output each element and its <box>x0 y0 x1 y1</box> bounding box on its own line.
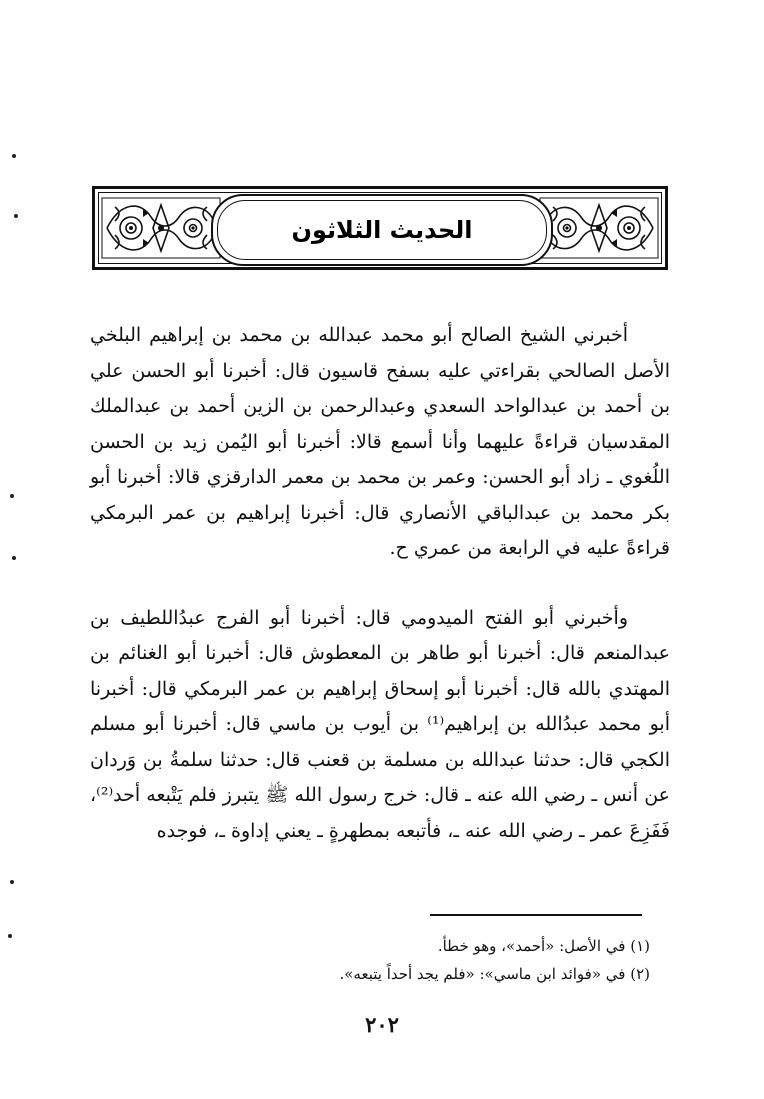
page-number: ٢٠٢ <box>365 1012 399 1037</box>
footnotes <box>120 932 650 988</box>
right-arabesque-ornament <box>539 197 659 259</box>
isnad-paragraph-2: وأخبرني أبو الفتح الميدومي قال: أخبرنا أبو الفرج عبدُاللطيف بن عبدالمنعم قال: أخبرنا أبو طاهر بن المعطوش قال: أخبرنا أبو الغنائم بن المهتدي بالله قال: أخبرنا أبو إسحاق إبراهيم بن عمر البرمكي قال: أخبرنا أبو محمد عبدُالله بن إبراهيم⁽¹⁾ بن أيوب بن ماسي قال: أخبرنا أبو مسلم الكجي قال: حدثنا عبدالله بن مسلمة بن قعنب قال: حدثنا سلمةُ بن وَردان عن أنس ـ رضي الله عنه ـ قال: خرج رسول الله ﷺ يتبرز فلم يَتْبعه أحد⁽²⁾، فَفَزِعَ عمر ـ رضي الله عنه ـ، فأتبعه بمطهرةٍ ـ يعني إداوة ـ، فوجده <box>90 606 670 842</box>
scan-speck <box>8 934 12 938</box>
scan-speck <box>12 556 16 560</box>
chapter-title: الحديث الثلاثون <box>291 216 473 244</box>
scan-speck <box>10 880 14 884</box>
scan-speck <box>10 494 14 498</box>
footnote-2: (٢) في «فوائد ابن ماسي»: «فلم يجد أحداً يتبعه». <box>339 965 650 983</box>
chapter-heading-frame <box>92 186 668 270</box>
isnad-paragraph-1: أخبرني الشيخ الصالح أبو محمد عبدالله بن محمد بن إبراهيم البلخي الأصل الصالحي بقراءتي عليه بسفح قاسيون قال: أخبرنا أبو الحسن علي بن أحمد بن عبدالواحد السعدي وعبدالرحمن بن الزين أحمد بن عبدالملك المقدسيان قراءةً عليهما وأنا أسمع قالا: أخبرنا أبو اليُمن زيد بن الحسن اللُغوي ـ زاد أبو الحسن: وعمر بن محمد بن معمر الدارقزي قالا: أخبرنا أبو بكر محمد بن عبدالباقي الأنصاري قال: أخبرنا إبراهيم بن عمر البرمكي قراءةً عليه في الرابعة من عمري ح. <box>90 324 670 559</box>
scan-speck <box>14 214 18 218</box>
hadith-body <box>90 318 670 849</box>
title-cartouche <box>211 194 553 266</box>
footnote-separator <box>430 914 642 916</box>
footnote-1: (١) في الأصل: «أحمد»، وهو خطأ. <box>437 937 650 955</box>
scan-speck <box>12 154 16 158</box>
left-arabesque-ornament <box>101 197 221 259</box>
